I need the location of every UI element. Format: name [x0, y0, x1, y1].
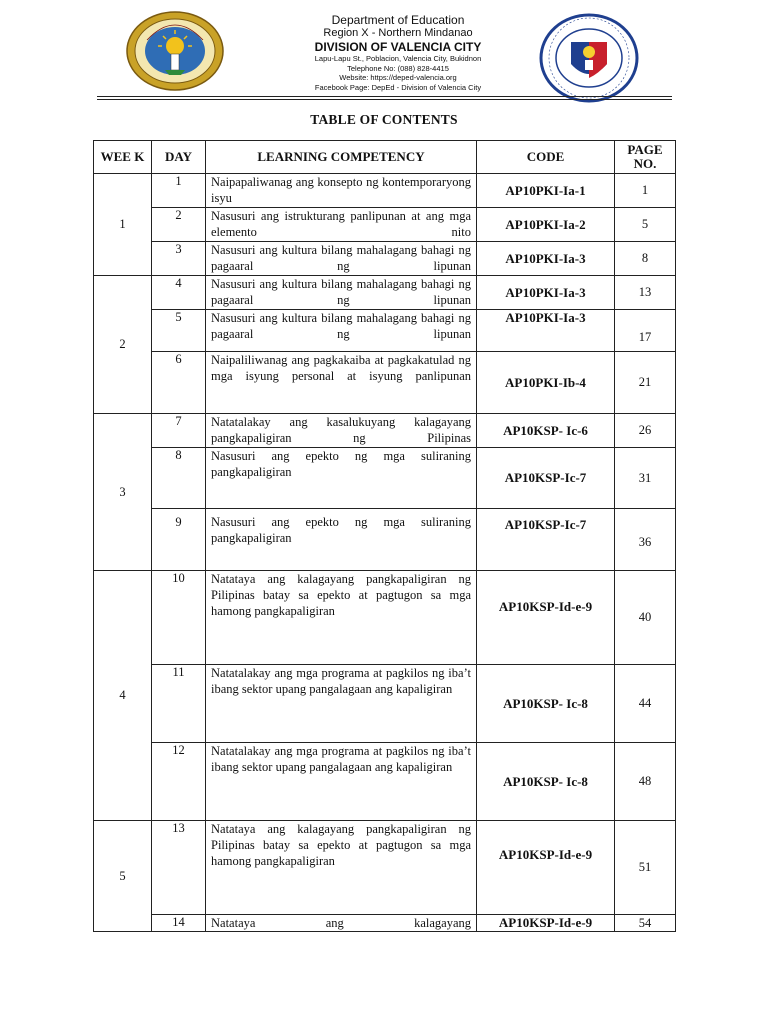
day-cell: 12	[152, 743, 206, 821]
page-cell: 48	[615, 743, 676, 821]
code-cell: AP10KSP-Id-e-9	[477, 821, 615, 915]
competency-cell: Natataya ang kalagayang	[206, 915, 477, 932]
code-cell: AP10PKI-Ia-1	[477, 174, 615, 208]
competency-cell: Natatalakay ang kasalukuyang kalagayang pangkapaligiran ng Pilipinas	[206, 414, 477, 448]
day-cell: 1	[152, 174, 206, 208]
day-cell: 14	[152, 915, 206, 932]
address-line: Lapu-Lapu St., Poblacion, Valencia City, Bukidnon	[314, 54, 482, 63]
page-cell: 5	[615, 208, 676, 242]
page-title: TABLE OF CONTENTS	[310, 112, 458, 127]
table-row	[94, 821, 676, 915]
competency-cell: Naipapaliwanag ang konsepto ng kontemporaryong isyu	[206, 174, 477, 208]
page-cell: 36	[615, 509, 676, 571]
week-cell: 3	[94, 414, 152, 571]
table-row	[94, 174, 676, 208]
week-cell: 5	[94, 821, 152, 932]
header-rule-bottom	[97, 99, 672, 100]
page-cell: 31	[615, 448, 676, 509]
code-cell: AP10PKI-Ia-3	[477, 242, 615, 276]
table-row	[94, 208, 676, 242]
competency-cell: Natataya ang kalagayang pangkapaligiran ng Pilipinas batay sa epekto at pagtugon sa mga hamong pangkapaligiran	[206, 821, 477, 915]
table-header-row	[94, 141, 676, 174]
table-row	[94, 414, 676, 448]
day-cell: 3	[152, 242, 206, 276]
week-cell: 1	[94, 174, 152, 276]
day-cell: 7	[152, 414, 206, 448]
competency-cell: Nasusuri ang istrukturang panlipunan at ang mga elemento nito	[206, 208, 477, 242]
office-address-block	[260, 13, 536, 92]
competency-cell: Nasusuri ang epekto ng mga suliraning pangkapaligiran	[206, 509, 477, 571]
code-cell: AP10PKI-Ia-3	[477, 276, 615, 310]
day-cell: 6	[152, 352, 206, 414]
code-cell: AP10KSP- Ic-8	[477, 743, 615, 821]
page-cell: 21	[615, 352, 676, 414]
table-row	[94, 915, 676, 932]
department-name: Department of Education	[331, 13, 465, 27]
competency-cell: Natatalakay ang mga programa at pagkilos ng iba’t ibang sektor upang pangalagaan ang kapaligiran	[206, 665, 477, 743]
day-cell: 11	[152, 665, 206, 743]
code-cell: AP10PKI-Ib-4	[477, 352, 615, 414]
code-cell: AP10KSP- Ic-8	[477, 665, 615, 743]
table-row	[94, 276, 676, 310]
week-cell: 4	[94, 571, 152, 821]
page-cell: 8	[615, 242, 676, 276]
code-column-header: CODE	[477, 141, 615, 174]
table-row	[94, 509, 676, 571]
page-cell: 51	[615, 821, 676, 915]
code-cell: AP10PKI-Ia-2	[477, 208, 615, 242]
competency-cell: Nasusuri ang epekto ng mga suliraning pangkapaligiran	[206, 448, 477, 509]
telephone-line: Telephone No: (088) 828-4415	[347, 63, 449, 73]
code-cell: AP10KSP-Ic-7	[477, 509, 615, 571]
day-cell: 2	[152, 208, 206, 242]
page-column-header: PAGE NO.	[615, 141, 676, 174]
competency-cell: Nasusuri ang kultura bilang mahalagang bahagi ng pagaaral ng lipunan	[206, 310, 477, 352]
competency-cell: Naipaliliwanag ang pagkakaiba at pagkakatulad ng mga isyung personal at isyung panlipunan	[206, 352, 477, 414]
header-rule-top	[97, 96, 672, 97]
table-row	[94, 242, 676, 276]
table-row	[94, 743, 676, 821]
deped-division-seal-icon	[125, 10, 225, 92]
code-cell: AP10PKI-Ia-3	[477, 310, 615, 352]
table-row	[94, 448, 676, 509]
day-column-header: DAY	[152, 141, 206, 174]
table-row	[94, 571, 676, 665]
table-row	[94, 310, 676, 352]
facebook-line: Facebook Page: DepEd - Division of Valencia City	[314, 82, 482, 92]
page-cell: 54	[615, 915, 676, 932]
region-name: Region X - Northern Mindanao	[323, 27, 473, 39]
day-cell: 13	[152, 821, 206, 915]
week-cell: 2	[94, 276, 152, 414]
competency-cell: Nasusuri ang kultura bilang mahalagang bahagi ng pagaaral ng lipunan	[206, 276, 477, 310]
table-of-contents	[93, 140, 676, 932]
day-cell: 5	[152, 310, 206, 352]
day-cell: 8	[152, 448, 206, 509]
page-cell: 40	[615, 571, 676, 665]
day-cell: 10	[152, 571, 206, 665]
competency-cell: Natataya ang kalagayang pangkapaligiran ng Pilipinas batay sa epekto at pagtugon sa mga hamong pangkapaligiran	[206, 571, 477, 665]
code-cell: AP10KSP-Id-e-9	[477, 915, 615, 932]
code-cell: AP10KSP-Ic-7	[477, 448, 615, 509]
table-row	[94, 352, 676, 414]
document-header	[0, 0, 768, 100]
code-cell: AP10KSP-Id-e-9	[477, 571, 615, 665]
code-cell: AP10KSP- Ic-6	[477, 414, 615, 448]
website-line: Website: https://deped-valencia.org	[339, 73, 457, 82]
day-cell: 9	[152, 509, 206, 571]
week-column-header: WEE K	[94, 141, 152, 174]
table-row	[94, 665, 676, 743]
division-name: DIVISION OF VALENCIA CITY	[314, 40, 482, 54]
page-cell: 26	[615, 414, 676, 448]
kagawaran-ng-edukasyon-seal-icon	[538, 12, 640, 104]
page-cell: 13	[615, 276, 676, 310]
page-cell: 1	[615, 174, 676, 208]
page-cell: 44	[615, 665, 676, 743]
competency-cell: Natatalakay ang mga programa at pagkilos ng iba’t ibang sektor upang pangalagaan ang kapaligiran	[206, 743, 477, 821]
competency-cell: Nasusuri ang kultura bilang mahalagang bahagi ng pagaaral ng lipunan	[206, 242, 477, 276]
day-cell: 4	[152, 276, 206, 310]
competency-column-header: LEARNING COMPETENCY	[206, 141, 477, 174]
page-cell: 17	[615, 310, 676, 352]
